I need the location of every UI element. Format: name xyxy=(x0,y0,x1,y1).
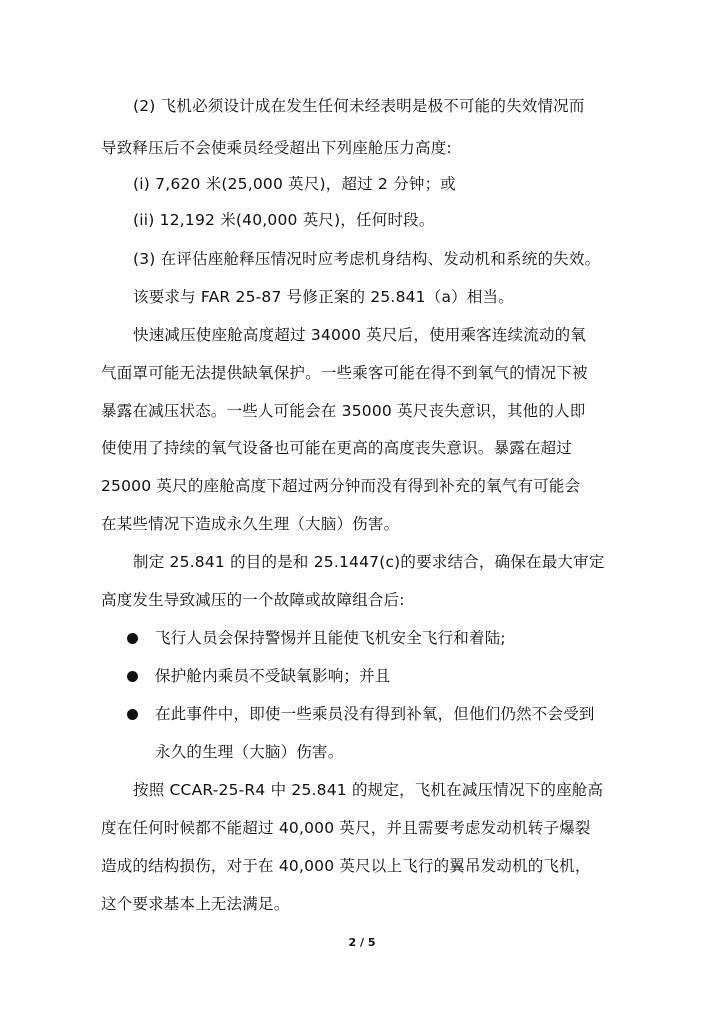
text-line-10: 使使用了持续的氧气设备也可能在更高的高度丧失意识。暴露在超过 xyxy=(101,439,573,457)
text-line-4: (ii) 12,192 米(40,000 英尺)，任何时段。 xyxy=(133,211,435,229)
bullet-dot xyxy=(127,709,138,720)
text-line-7: 快速减压使座舱高度超过 34000 英尺后，使用乘客连续流动的氧 xyxy=(133,326,587,344)
text-line-12: 在某些情况下造成永久生理（大脑）伤害。 xyxy=(101,515,400,533)
bullet-item-3-continued: 永久的生理（大脑）伤害。 xyxy=(155,743,344,761)
text-line-13: 制定 25.841 的目的是和 25.1447(c)的要求结合，确保在最大审定 xyxy=(133,553,605,571)
text-line-3: (i) 7,620 米(25,000 英尺)，超过 2 分钟；或 xyxy=(133,175,457,193)
text-line-17: 造成的结构损伤，对于在 40,000 英尺以上飞行的翼吊发动机的飞机， xyxy=(101,857,591,875)
text-line-1: (2) 飞机必须设计成在发生任何未经表明是极不可能的失效情况而 xyxy=(133,97,585,115)
text-line-11: 25000 英尺的座舱高度下超过两分钟而没有得到补充的氧气有可能会 xyxy=(101,477,581,495)
text-line-2: 导致释压后不会使乘员经受超出下列座舱压力高度: xyxy=(101,139,452,157)
bullet-item-2: 保护舱内乘员不受缺氧影响；并且 xyxy=(155,667,391,685)
bullet-item-3: 在此事件中，即使一些乘员没有得到补氧，但他们仍然不会受到 xyxy=(155,705,595,723)
bullet-dot xyxy=(127,671,138,682)
text-line-18: 这个要求基本上无法满足。 xyxy=(101,895,290,913)
text-line-16: 度在任何时候都不能超过 40,000 英尺，并且需要考虑发动机转子爆裂 xyxy=(101,819,591,837)
text-line-5: (3) 在评估座舱释压情况时应考虑机身结构、发动机和系统的失效。 xyxy=(133,250,601,268)
text-line-14: 高度发生导致减压的一个故障或故障组合后: xyxy=(101,591,405,609)
text-line-6: 该要求与 FAR 25-87 号修正案的 25.841（a）相当。 xyxy=(133,288,514,306)
page-number: 2 / 5 xyxy=(348,936,376,949)
text-line-15: 按照 CCAR-25-R4 中 25.841 的规定，飞机在减压情况下的座舱高 xyxy=(133,781,604,799)
bullet-item-1: 飞行人员会保持警惕并且能使飞机安全飞行和着陆; xyxy=(155,629,506,647)
text-line-9: 暴露在减压状态。一些人可能会在 35000 英尺丧失意识，其他的人即 xyxy=(101,402,586,420)
bullet-dot xyxy=(127,633,138,644)
text-line-8: 气面罩可能无法提供缺氧保护。一些乘客可能在得不到氧气的情况下被 xyxy=(101,364,588,382)
